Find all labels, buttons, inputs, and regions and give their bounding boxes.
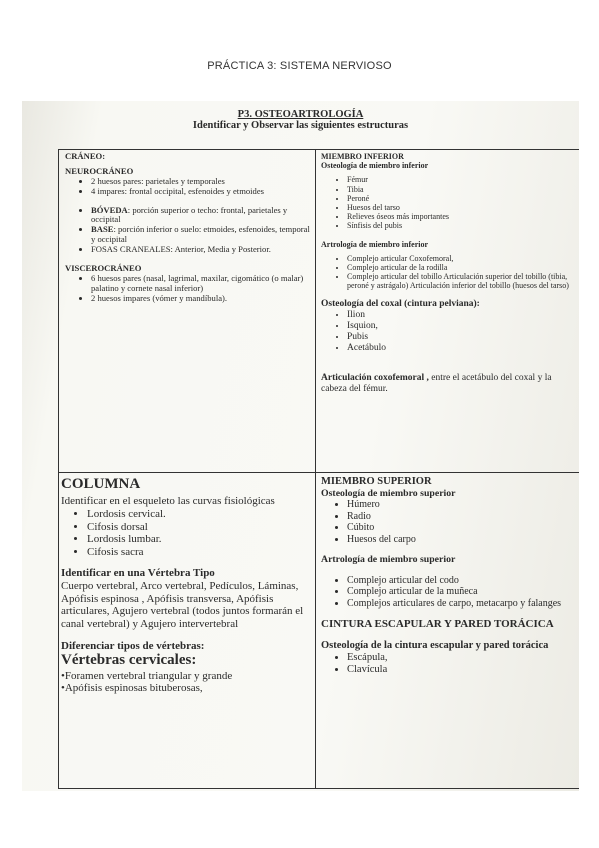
list-item: • Acetábulo — [347, 343, 579, 354]
list-item: • Sínfisis del pubis — [347, 221, 579, 230]
list-item: • Ilion — [347, 310, 579, 321]
craneo-cell — [65, 152, 313, 303]
paper-sheet — [22, 101, 579, 791]
coxal-heading: Osteología del coxal (cintura pelviana): — [321, 299, 480, 310]
list-item: • Cifosis dorsal — [87, 521, 313, 534]
cervicales-item: •Apófisis espinosas bituberosas, — [61, 682, 203, 695]
list-item: • 6 huesos pares (nasal, lagrimal, maxilar, cigomático (o malar) palatino y cornete nasal inferior) — [91, 274, 313, 294]
document-photo — [22, 101, 579, 791]
list-item: • 2 huesos pares: parietales y temporales — [91, 177, 313, 187]
list-item: • Cúbito — [347, 522, 579, 534]
list-item — [91, 206, 313, 226]
list-item: • Complejos articulares de carpo, metacarpo y falanges — [347, 598, 579, 610]
list-item: • Relieves óseos más importantes — [347, 212, 579, 221]
cintura-list — [321, 652, 579, 676]
cintura-osteologia-heading: Osteología de la cintura escapular y pared torácica — [321, 639, 549, 651]
miembro-superior-heading: MIEMBRO SUPERIOR — [321, 476, 432, 487]
list-item: • Fémur — [347, 175, 579, 184]
boveda-label: BÓVEDA — [91, 204, 128, 215]
list-item: • Tibia — [347, 185, 579, 194]
artrologia-inferior-heading: Artrología de miembro inferior — [321, 239, 429, 249]
list-item: • Cifosis sacra — [87, 546, 313, 559]
list-item: • Isquion, — [347, 321, 579, 332]
coxal-list — [321, 310, 579, 354]
list-item — [91, 225, 313, 245]
doc-subtitle: Identificar y Observar las siguientes estructuras — [192, 120, 409, 131]
osteologia-inferior-list — [321, 175, 579, 230]
artrologia-inferior-list — [321, 254, 579, 291]
list-item: • Radio — [347, 511, 579, 523]
columna-heading: COLUMNA — [61, 476, 141, 492]
list-item: • Peroné — [347, 194, 579, 203]
curvas-list — [61, 508, 313, 559]
columna-intro: Identificar en el esqueleto las curvas fisiológicas — [61, 495, 275, 508]
cintura-heading: CINTURA ESCAPULAR Y PARED TORÁCICA — [321, 618, 554, 631]
miembro-inferior-heading: MIEMBRO INFERIOR — [321, 152, 404, 161]
table-divider-vertical — [315, 150, 316, 788]
list-item: • Húmero — [347, 499, 579, 511]
list-item: • 4 impares: frontal occipital, esfenoides y etmoides — [91, 187, 313, 197]
cervicales-item: •Foramen vertebral triangular y grande — [61, 669, 233, 682]
list-item: • 2 huesos impares (vómer y mandíbula). — [91, 294, 313, 304]
doc-title: P3. OSTEOARTROLOGÍA — [237, 109, 364, 120]
base-text: : porción inferior o suelo: etmoides, esfenoides, temporal y occipital — [91, 224, 310, 245]
neurocraneo-list — [65, 177, 313, 197]
list-item: • Huesos del tarso — [347, 203, 579, 212]
artrologia-superior-heading: Artrología de miembro superior — [321, 554, 456, 566]
osteologia-superior-heading: Osteología de miembro superior — [321, 488, 456, 500]
list-item: • Lordosis cervical. — [87, 508, 313, 521]
coxofemoral-desc: entre el acetábulo del coxal y la cabeza del fémur. — [321, 373, 552, 394]
base-label: BASE — [91, 224, 114, 235]
list-item: • Complejo articular de la rodilla — [347, 263, 579, 272]
miembro-superior-cell — [321, 476, 579, 676]
structures-table — [58, 149, 579, 789]
coxofemoral-text — [321, 373, 579, 395]
tipos-vertebras-heading: Diferenciar tipos de vértebras: — [61, 639, 205, 652]
neurocraneo-heading: NEUROCRÁNEO — [65, 165, 134, 176]
cervicales-heading: Vértebras cervicales: — [61, 652, 197, 669]
list-item: • Escápula, — [347, 652, 579, 664]
list-item: • FOSAS CRANEALES: Anterior, Media y Posterior. — [91, 245, 313, 255]
list-item: • Complejo articular de la muñeca — [347, 586, 579, 598]
vertebra-tipo-heading: Identificar en una Vértebra Tipo — [61, 567, 215, 580]
coxofemoral-label: Articulación coxofemoral , — [321, 373, 429, 384]
artrologia-superior-list — [321, 575, 579, 610]
list-item: • Clavícula — [347, 664, 579, 676]
list-item: • Pubis — [347, 332, 579, 343]
osteologia-inferior-heading: Osteología de miembro inferior — [321, 161, 429, 171]
viscerocraneo-list — [65, 274, 313, 304]
doc-title-block — [22, 109, 579, 131]
columna-cell — [61, 476, 313, 695]
viscerocraneo-heading: VISCEROCRÁNEO — [65, 262, 142, 273]
list-item: • Lordosis lumbar. — [87, 533, 313, 546]
boveda-text: : porción superior o techo: frontal, parietales y occipital — [91, 204, 288, 225]
list-item: • Complejo articular Coxofemoral, — [347, 254, 579, 263]
page-header: PRÁCTICA 3: SISTEMA NERVIOSO — [207, 60, 392, 72]
craneo-heading: CRÁNEO: — [65, 151, 106, 161]
list-item: • Complejo articular del tobillo Articulación superior del tobillo (tibia, peroné y astrágalo) Articulación inferior del tobillo (huesos del tarso) — [347, 272, 579, 290]
vertebra-tipo-text: Cuerpo vertebral, Arco vertebral, Pedículos, Láminas, Apófisis espinosa , Apófisis transversa, Apófisis articulares, Agujero vertebral (todos juntos formarán el canal vertebral) y Agujero intervertebral — [61, 580, 304, 631]
table-divider-horizontal — [59, 472, 579, 473]
craneo-regions-list — [65, 206, 313, 255]
list-item: • Huesos del carpo — [347, 534, 579, 546]
miembro-inferior-cell — [321, 152, 579, 395]
list-item: • Complejo articular del codo — [347, 575, 579, 587]
osteologia-superior-list — [321, 499, 579, 545]
